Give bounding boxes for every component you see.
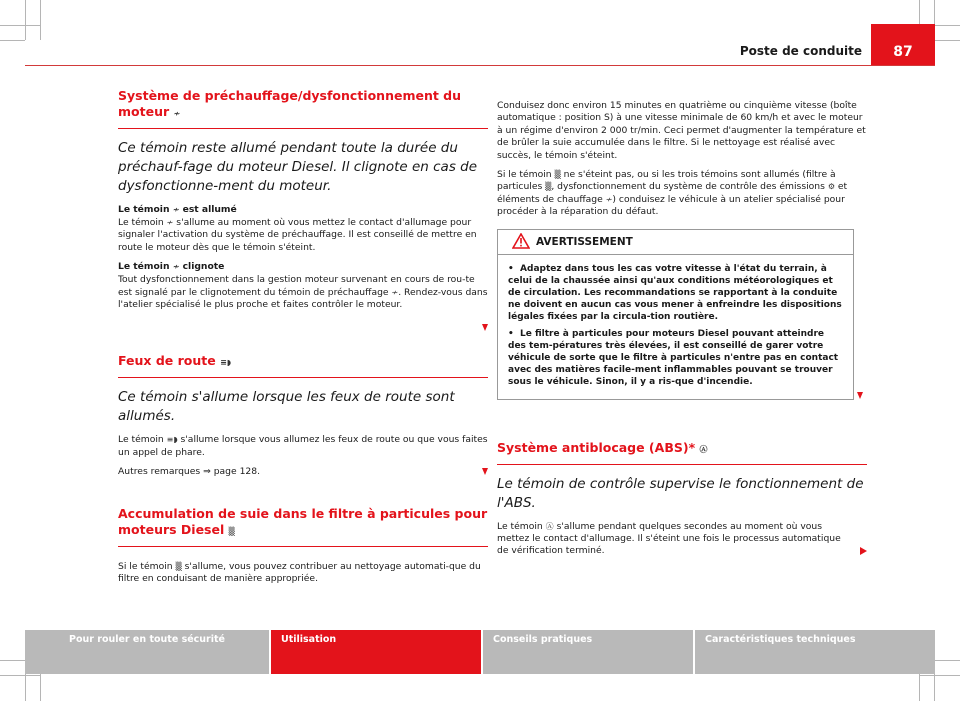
text: s'allume pendant quelques secondes au moment où vous mettez le contact d'allumage. Il s'éteint une fois le processus automatique de vérification terminé. (497, 520, 841, 557)
crop-mark (0, 660, 25, 661)
section-end-icon (482, 324, 488, 331)
text: s'allume lorsque vous allumez les feux de route ou que vous faites un appel de phare. (118, 434, 488, 458)
paragraph (118, 217, 488, 254)
heading-soot (118, 506, 488, 547)
high-beam-icon: ≡◗ (220, 358, 231, 368)
heading-abs (497, 440, 867, 465)
tab-safety[interactable] (25, 630, 269, 674)
tab-technical-data[interactable] (695, 630, 935, 674)
warning-box (497, 229, 854, 400)
crop-mark (0, 675, 40, 676)
text: Le témoin (118, 217, 164, 228)
heading-text: Système de préchauffage/dysfonctionnement du moteur (118, 88, 462, 119)
heading-text: Système antiblocage (ABS)* (497, 439, 696, 455)
warning-title: AVERTISSEMENT (536, 235, 633, 248)
continue-arrow-icon (860, 547, 867, 555)
crop-mark (935, 40, 960, 41)
tab-label: Utilisation (281, 634, 337, 645)
abs-icon: Ⓐ (699, 444, 708, 454)
text: s'allume, vous pouvez contribuer au nettoyage automati-que du filtre en conduisant de manière appropriée. (118, 560, 481, 585)
warning-body (498, 255, 853, 399)
lead-high-beam: Ce témoin s'allume lorsque les feux de route sont allumés. (118, 389, 455, 425)
heading-text: Accumulation de suie dans le filtre à particules pour moteurs Diesel (118, 505, 488, 537)
tab-label: Conseils pratiques (493, 634, 593, 645)
tab-label: Caractéristiques techniques (705, 634, 856, 645)
paragraph (497, 169, 867, 219)
text: Tout dysfonctionnement dans la gestion moteur survenant en cours de rou-te est signalé par le clignotement du témoin de préchauffage (118, 274, 475, 298)
text: s'allume au moment où vous mettez le contact d'allumage pour signaler l'activation du système de préchauffage. Il est conseillé de mettre en route le moteur dès que le témoin s'éteint. (118, 217, 477, 253)
lead-preheating: Ce témoin reste allumé pendant toute la durée du préchauf-fage du moteur Diesel. Il clignote en cas de dysfonctionne-ment du moteur. (118, 140, 478, 194)
tab-practical-tips[interactable] (483, 630, 693, 674)
warning-text: Adaptez dans tous les cas votre vitesse à l'état du terrain, à celui de la chaussée ainsi qu'aux conditions météorologiques et de circulation. Les recommandations se rapportant à la conduite ne doivent en aucun cas vous mener à enfreindre les dispositions légales fixées par la circula-tion routière. (508, 263, 842, 322)
high-beam-icon: ≡◗ (166, 435, 178, 445)
sub-text: Le témoin (118, 204, 170, 215)
tab-usage[interactable] (271, 630, 481, 674)
crop-mark (0, 40, 25, 41)
sub-text: est allumé (182, 204, 237, 215)
sub-text: Le témoin (118, 261, 170, 273)
cross-reference-link[interactable]: Autres remarques ⇒ page 128. (118, 466, 261, 478)
crop-mark (40, 0, 41, 40)
right-column (497, 100, 867, 565)
warning-header (498, 230, 853, 255)
heading-preheating (118, 88, 488, 129)
paragraph: Conduisez donc environ 15 minutes en quatrième ou cinquième vitesse (boîte automatique : position S) à une vitesse minimale de 60 km/h et avec le moteur à un régime d'environ 2 000 tr/min. Ceci permet d'augmenter la température et de brûler la suie accumulée dans le filtre. Si le nettoyage est réalisé avec succès, le témoin s'éteint. (497, 100, 866, 161)
paragraph (118, 434, 488, 459)
left-column (118, 88, 488, 592)
section-title: Poste de conduite (739, 44, 862, 58)
text: . Rendez-vous dans l'atelier spécialisé le plus proche et faites contrôler le moteur. (118, 286, 488, 311)
particulate-filter-icon: ▒ (554, 170, 561, 180)
text: ne s'éteint pas, ou si les trois témoins sont allumés (filtre à particules (497, 169, 836, 193)
lead-abs: Le témoin de contrôle supervise le fonctionnement de l'ABS. (497, 475, 864, 511)
text: Le témoin (118, 434, 164, 446)
sub-text: clignote (182, 261, 225, 273)
glow-plug-icon: ≁ (166, 218, 174, 227)
emission-control-icon: ⚙ (827, 182, 835, 192)
paragraph-ref (118, 466, 488, 478)
crop-mark (935, 660, 960, 661)
glow-plug-icon: ≁ (172, 262, 180, 272)
heading-high-beam (118, 353, 488, 378)
subheading-lit (118, 204, 488, 215)
crop-mark (0, 25, 40, 26)
text: , dysfonctionnement du système de contrôle des émissions (551, 181, 825, 193)
section-end-icon (857, 392, 863, 399)
text: Le témoin (497, 520, 543, 532)
warning-text: Le filtre à particules pour moteurs Diesel pouvant atteindre des tem-pératures très élevées, il est conseillé de garer votre véhicule de sorte que le filtre à particules n'entre pas en contact avec des matières facile-ment inflammables pouvant se trouver sous le véhicule. Sinon, il y a ris-que d'incendie. (508, 328, 839, 387)
warning-triangle-icon (512, 233, 530, 249)
crop-mark (25, 0, 26, 40)
page-number: 87 (871, 24, 935, 66)
paragraph (118, 274, 488, 311)
particulate-filter-icon: ▒ (175, 561, 182, 571)
abs-icon: Ⓐ (545, 521, 554, 531)
glow-plug-icon: ≁ (391, 287, 399, 297)
text: ) conduisez le véhicule à un atelier spécialisé pour procéder à la réparation du défaut. (497, 193, 845, 218)
header-rule (25, 65, 935, 66)
heading-text: Feux de route (118, 353, 216, 369)
text: Si le témoin (497, 169, 552, 181)
particulate-filter-icon: ▒ (545, 182, 552, 192)
paragraph (118, 561, 488, 586)
glow-plug-icon: ≁ (605, 194, 613, 204)
text: et éléments de chauffage (497, 181, 848, 205)
paragraph (497, 521, 867, 558)
footer-nav (25, 630, 935, 674)
warning-item: • Adaptez dans tous les cas votre vitesse à l'état du terrain, à celui de la chaussée ainsi qu'aux conditions météorologiques et de circulation. Les recommandations se rapportant à la conduite ne doivent en aucun cas vous mener à enfreindre les dispositions légales fixées par la circula-tion routière. (508, 263, 842, 322)
glow-plug-icon: ≁ (172, 205, 180, 214)
particulate-filter-icon: ▒ (228, 526, 235, 536)
section-end-icon (482, 468, 488, 475)
crop-mark (920, 675, 960, 676)
subheading-blinking (118, 261, 488, 272)
tab-label: Pour rouler en toute sécurité (69, 634, 225, 645)
glow-plug-icon: ≁ (173, 109, 181, 118)
text: Si le témoin (118, 560, 173, 572)
warning-item: • Le filtre à particules pour moteurs Diesel pouvant atteindre des tem-pératures très élevées, il est conseillé de garer votre véhicule de sorte que le filtre à particules n'entre pas en contact avec des matières facile-ment inflammables pouvant se trouver sous le véhicule. Sinon, il y a ris-que d'incendie. (508, 328, 839, 387)
